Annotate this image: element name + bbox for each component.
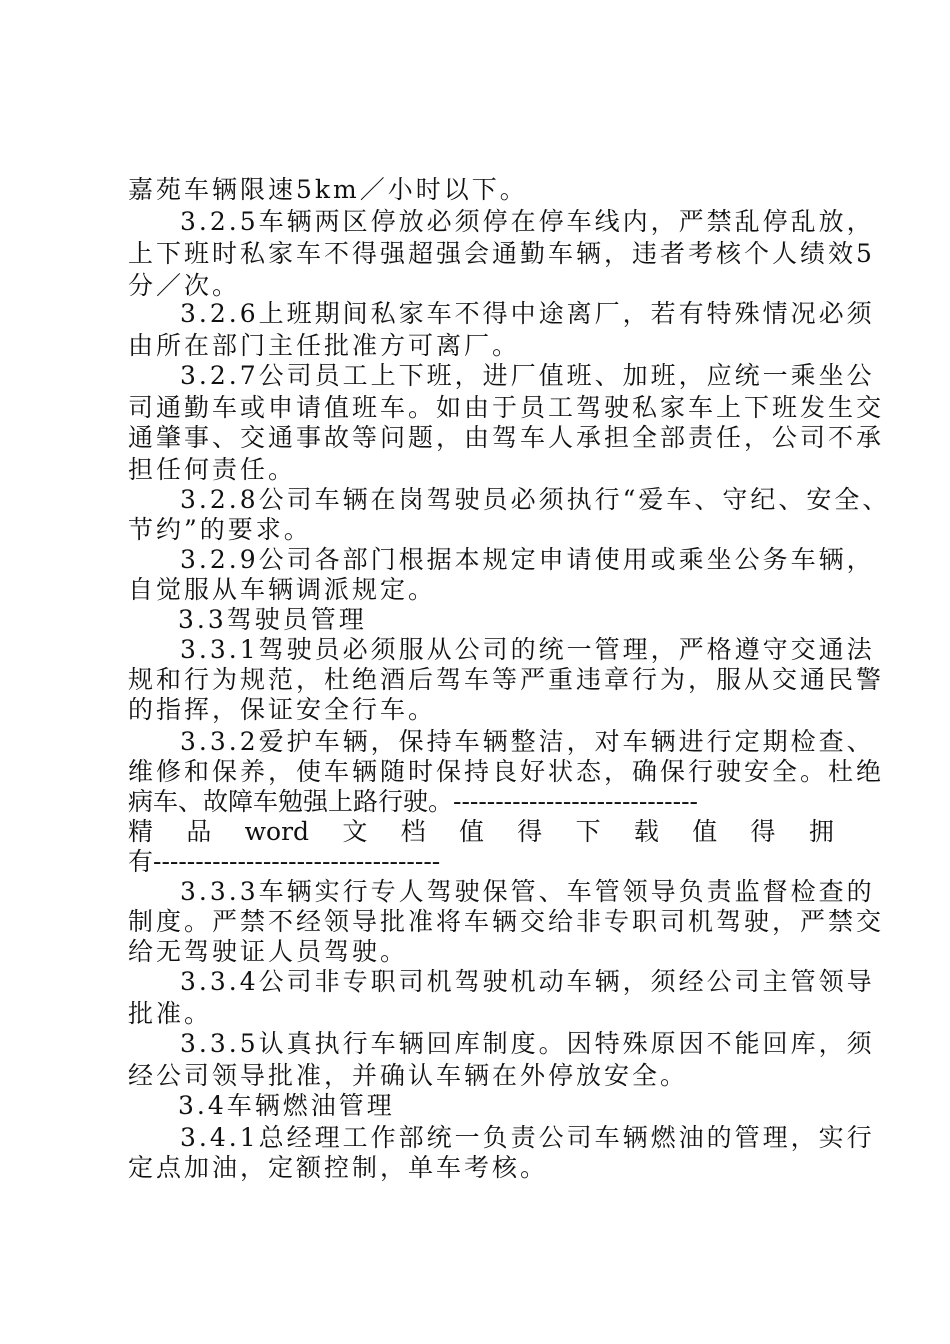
text-line: 3.2.7公司员工上下班，进厂值班、加班，应统一乘坐公 xyxy=(180,361,875,390)
text-line: 病车、故障车勉强上路行驶。----------------------------- xyxy=(128,787,698,816)
text-line: 上下班时私家车不得强超强会通勤车辆，违者考核个人绩效5 xyxy=(128,239,875,268)
watermark-word: 下 xyxy=(575,817,601,846)
watermark-word: 值 xyxy=(458,817,484,846)
section-heading: 3.3驾驶员管理 xyxy=(178,605,367,634)
text-line: 定点加油，定额控制，单车考核。 xyxy=(128,1153,549,1182)
text-line: 3.3.3车辆实行专人驾驶保管、车管领导负责监督检查的 xyxy=(180,877,875,906)
text-line: 规和行为规范，杜绝酒后驾车等严重违章行为，服从交通民警 xyxy=(128,665,885,694)
text-line: 有---------------------------------- xyxy=(128,847,441,876)
watermark-word: 档 xyxy=(400,817,426,846)
section-heading: 3.4车辆燃油管理 xyxy=(178,1091,395,1120)
watermark-word: 拥 xyxy=(808,817,834,846)
watermark-word: 品 xyxy=(186,817,212,846)
text-line: 通肇事、交通事故等问题，由驾车人承担全部责任，公司不承 xyxy=(128,423,885,452)
watermark-word: 文 xyxy=(342,817,368,846)
text-line: 维修和保养，使车辆随时保持良好状态，确保行驶安全。杜绝 xyxy=(128,757,885,786)
watermark-word: 精 xyxy=(128,817,154,846)
text-line: 的指挥，保证安全行车。 xyxy=(128,695,437,724)
text-line: 担任何责任。 xyxy=(128,455,297,484)
text-line: 3.2.5车辆两区停放必须停在停车线内，严禁乱停乱放， xyxy=(180,207,875,236)
text-line: 司通勤车或申请值班车。如由于员工驾驶私家车上下班发生交 xyxy=(128,393,885,422)
text-line: 3.3.4公司非专职司机驾驶机动车辆，须经公司主管领导 xyxy=(180,967,875,996)
text-line: 3.2.8公司车辆在岗驾驶员必须执行“爱车、守纪、安全、 xyxy=(180,485,891,514)
text-line: 由所在部门主任批准方可离厂。 xyxy=(128,331,521,360)
text-line: 制度。严禁不经领导批准将车辆交给非专职司机驾驶，严禁交 xyxy=(128,907,885,936)
text-line: 分／次。 xyxy=(128,271,241,300)
text-line: 给无驾驶证人员驾驶。 xyxy=(128,937,409,966)
watermark-word: word xyxy=(244,817,310,846)
text-line: 3.3.2爱护车辆，保持车辆整洁，对车辆进行定期检查、 xyxy=(180,727,875,756)
text-line: 批准。 xyxy=(128,999,213,1028)
watermark-word: 得 xyxy=(750,817,776,846)
watermark-word: 值 xyxy=(692,817,718,846)
text-line: 节约”的要求。 xyxy=(128,515,312,544)
text-line: 3.3.5认真执行车辆回库制度。因特殊原因不能回库，须 xyxy=(180,1029,875,1058)
text-line: 嘉苑车辆限速5km／小时以下。 xyxy=(128,175,528,204)
watermark-line xyxy=(128,816,834,848)
text-line: 经公司领导批准，并确认车辆在外停放安全。 xyxy=(128,1061,689,1090)
text-line: 3.2.9公司各部门根据本规定申请使用或乘坐公务车辆， xyxy=(180,545,875,574)
text-line: 3.3.1驾驶员必须服从公司的统一管理，严格遵守交通法 xyxy=(180,635,875,664)
text-line: 3.2.6上班期间私家车不得中途离厂，若有特殊情况必须 xyxy=(180,299,875,328)
text-line: 自觉服从车辆调派规定。 xyxy=(128,575,437,604)
watermark-word: 得 xyxy=(517,817,543,846)
text-line: 3.4.1总经理工作部统一负责公司车辆燃油的管理，实行 xyxy=(180,1123,875,1152)
watermark-word: 载 xyxy=(633,817,659,846)
